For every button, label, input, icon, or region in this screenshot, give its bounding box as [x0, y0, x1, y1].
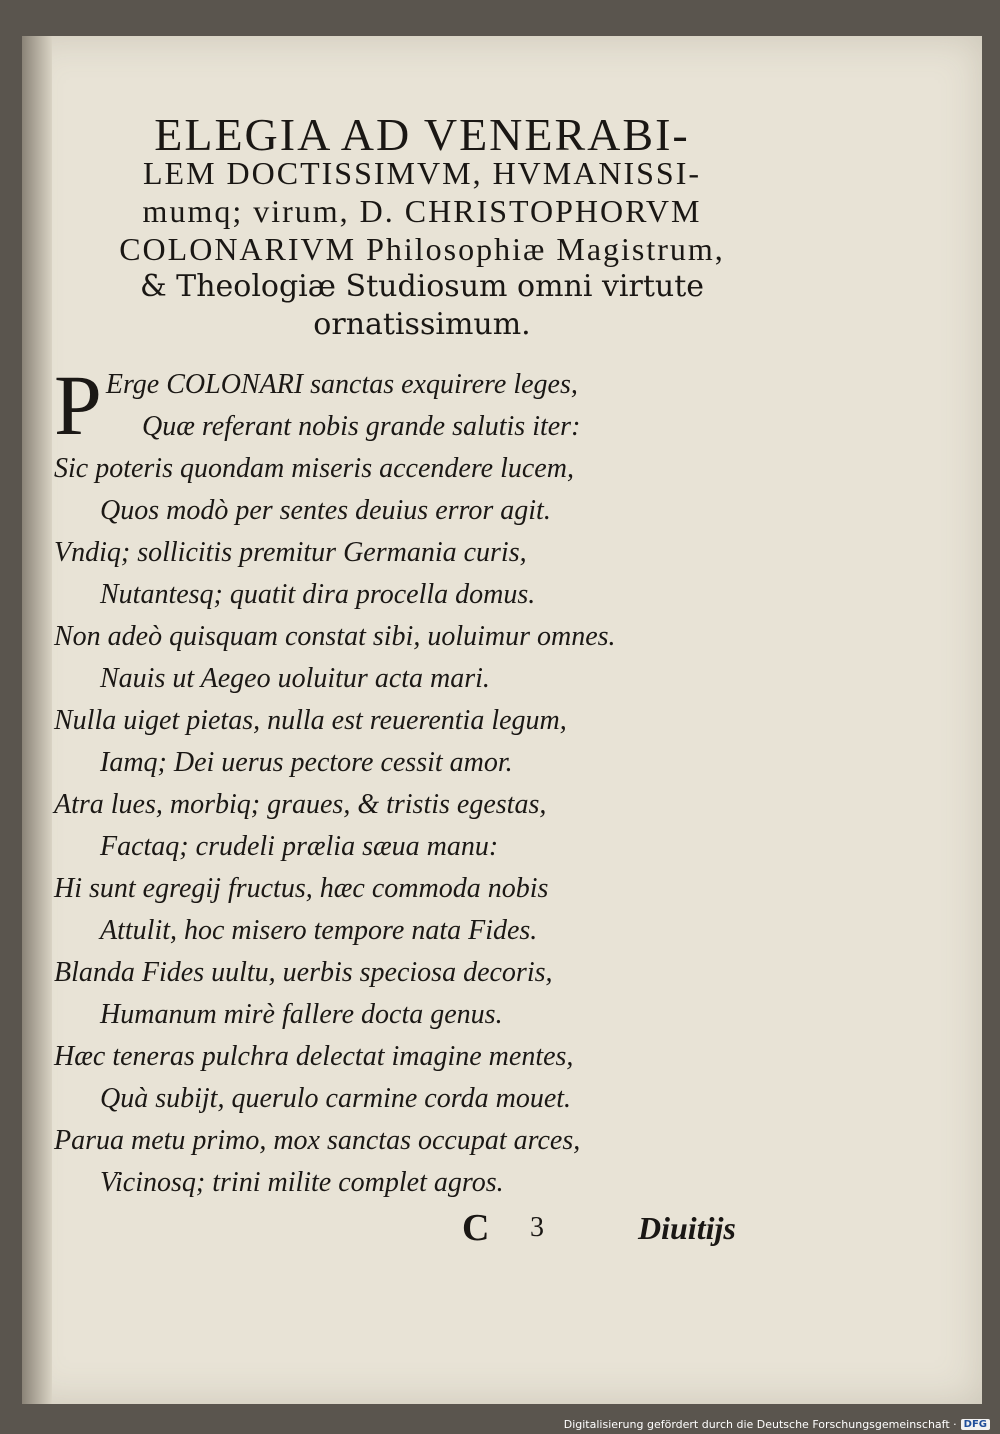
verse-line: Atra lues, morbiq; graues, & tristis egestas, [54, 789, 547, 820]
verse-line: Vndiq; sollicitis premitur Germania curis, [54, 537, 527, 568]
verse-line: Attulit, hoc misero tempore nata Fides. [100, 915, 538, 946]
title-line-3: mumq; virum, D. CHRISTOPHORVM [142, 193, 702, 229]
title-line-5: & Theologiæ Studiosum omni virtute [139, 269, 705, 304]
book-page [22, 36, 982, 1404]
verse-line: Iamq; Dei uerus pectore cessit amor. [100, 747, 513, 778]
verse-line: Quà subijt, querulo carmine corda mouet. [100, 1083, 572, 1114]
verse-line: Nulla uiget pietas, nulla est reuerentia legum, [54, 705, 567, 736]
verse-line: Quos modò per sentes deuius error agit. [100, 495, 551, 526]
title-line-4: COLONARIVM Philosophiæ Magistrum, [119, 231, 725, 267]
verse-line: Humanum mirè fallere docta genus. [100, 999, 503, 1030]
signature-number: 3 [530, 1212, 544, 1243]
verse-line: Parua metu primo, mox sanctas occupat arces, [54, 1125, 581, 1156]
verse-line: Hæc teneras pulchra delectat imagine mentes, [54, 1041, 574, 1072]
verse-line: Nauis ut Aegeo uoluitur acta mari. [100, 663, 490, 694]
credit-text: Digitalisierung gefördert durch die Deutsche Forschungsgemeinschaft · [563, 1417, 957, 1431]
verse-text: Erge COLONARI sanctas exquirere leges, [105, 369, 578, 400]
signature-mark: C [462, 1207, 490, 1249]
verse-line: Factaq; crudeli prælia sæua manu: [100, 831, 499, 862]
page-gutter [22, 36, 52, 1404]
verse-line: Quæ referant nobis grande salutis iter: [142, 411, 581, 442]
title-line-2: LEM DOCTISSIMVM, HVMANISSI- [142, 155, 702, 191]
title-line-1: ELEGIA AD VENERABI- [154, 109, 690, 160]
verse-line: Hi sunt egregij fructus, hæc commoda nobis [54, 873, 549, 904]
digitization-credit [564, 1416, 990, 1432]
verse-line: Non adeò quisquam constat sibi, uoluimur omnes. [54, 621, 616, 652]
title-line-6: ornatissimum. [313, 307, 531, 342]
verse-line: Blanda Fides uultu, uerbis speciosa decoris, [54, 957, 553, 988]
catchword: Diuitijs [638, 1210, 736, 1246]
poem-body [54, 357, 794, 1204]
verse-line: Nutantesq; quatit dira procella domus. [100, 579, 536, 610]
verse-line: Sic poteris quondam miseris accendere lucem, [54, 453, 574, 484]
dfg-logo: DFG [961, 1419, 990, 1430]
elegy-title [52, 109, 792, 344]
drop-cap-initial: P [54, 357, 102, 453]
verse-line: Vicinosq; trini milite complet agros. [100, 1167, 504, 1198]
